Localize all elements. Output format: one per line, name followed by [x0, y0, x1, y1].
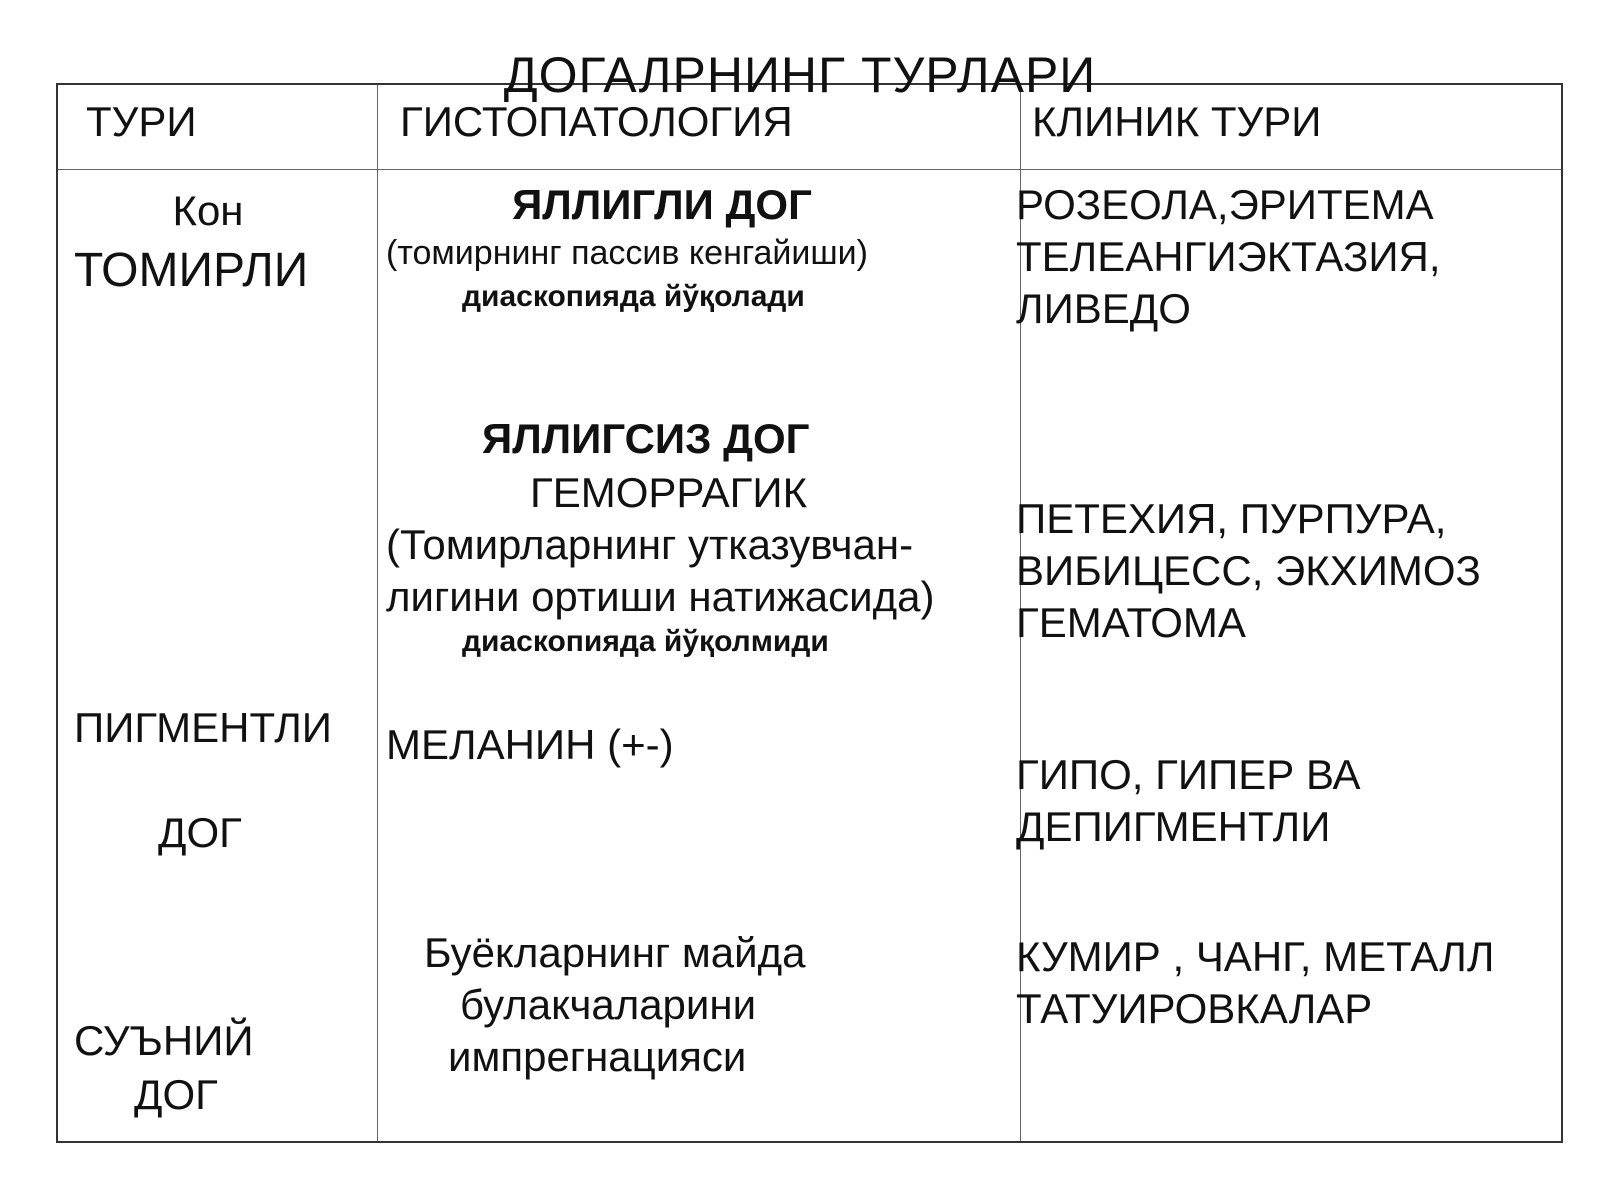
- clinical-hemorrhagic-line3: ГЕМАТОМА: [1016, 599, 1246, 646]
- header-divider: [58, 169, 1561, 170]
- type-artificial-line2: ДОГ: [134, 1071, 218, 1118]
- histo-artificial-line2: булакчаларини: [460, 981, 757, 1028]
- header-clinical: КЛИНИК ТУРИ: [1032, 98, 1322, 145]
- header-histopathology: ГИСТОПАТОЛОГИЯ: [400, 98, 793, 145]
- page-title: ДОГАЛРНИНГ ТУРЛАРИ: [503, 47, 1097, 103]
- histo-inflammatory-desc: (томирнинг пассив кенгайиши): [386, 234, 868, 272]
- histo-noninflammatory-note: диаскопияда йўқолмиди: [462, 625, 829, 658]
- clinical-vascular-line2: ТЕЛЕАНГИЭКТАЗИЯ,: [1016, 233, 1441, 280]
- clinical-hemorrhagic-line1: ПЕТЕХИЯ, ПУРПУРА,: [1016, 495, 1447, 542]
- histo-hemorrhagic: ГЕМОРРАГИК: [530, 469, 808, 516]
- spots-table: [56, 83, 1563, 1143]
- clinical-vascular-line3: ЛИВЕДО: [1016, 285, 1191, 332]
- clinical-hemorrhagic-line2: ВИБИЦЕСС, ЭКХИМОЗ: [1016, 547, 1481, 594]
- header-type: ТУРИ: [86, 98, 197, 145]
- type-vascular-line2: ТОМИРЛИ: [74, 244, 309, 297]
- clinical-pigment-line1: ГИПО, ГИПЕР ВА: [1016, 751, 1361, 798]
- type-vascular-line1: Кон: [172, 187, 244, 234]
- histo-inflammatory-title: ЯЛЛИГЛИ ДОГ: [512, 181, 812, 228]
- clinical-vascular-line1: РОЗЕОЛА,ЭРИТЕМА: [1016, 181, 1434, 228]
- histo-inflammatory-note: диаскопияда йўқолади: [462, 280, 805, 313]
- histo-artificial-line3: импрегнацияси: [448, 1033, 747, 1080]
- histo-hemorrhagic-desc-line1: (Томирларнинг утказувчан-: [386, 521, 914, 568]
- clinical-artificial-line2: ТАТУИРОВКАЛАР: [1016, 985, 1373, 1032]
- type-artificial-line1: СУЪНИЙ: [74, 1017, 254, 1064]
- histo-artificial-line1: Буёкларнинг майда: [424, 929, 806, 976]
- clinical-artificial-line1: КУМИР , ЧАНГ, МЕТАЛЛ: [1016, 933, 1495, 980]
- histo-melanin: МЕЛАНИН (+-): [386, 721, 674, 768]
- column-divider: [377, 85, 378, 1141]
- type-pigment-line1: ПИГМЕНТЛИ: [74, 704, 332, 751]
- histo-noninflammatory-title: ЯЛЛИГСИЗ ДОГ: [482, 415, 810, 462]
- type-pigment-line2: ДОГ: [158, 809, 242, 856]
- histo-hemorrhagic-desc-line2: лигини ортиши натижасида): [386, 573, 935, 620]
- clinical-pigment-line2: ДЕПИГМЕНТЛИ: [1016, 803, 1331, 850]
